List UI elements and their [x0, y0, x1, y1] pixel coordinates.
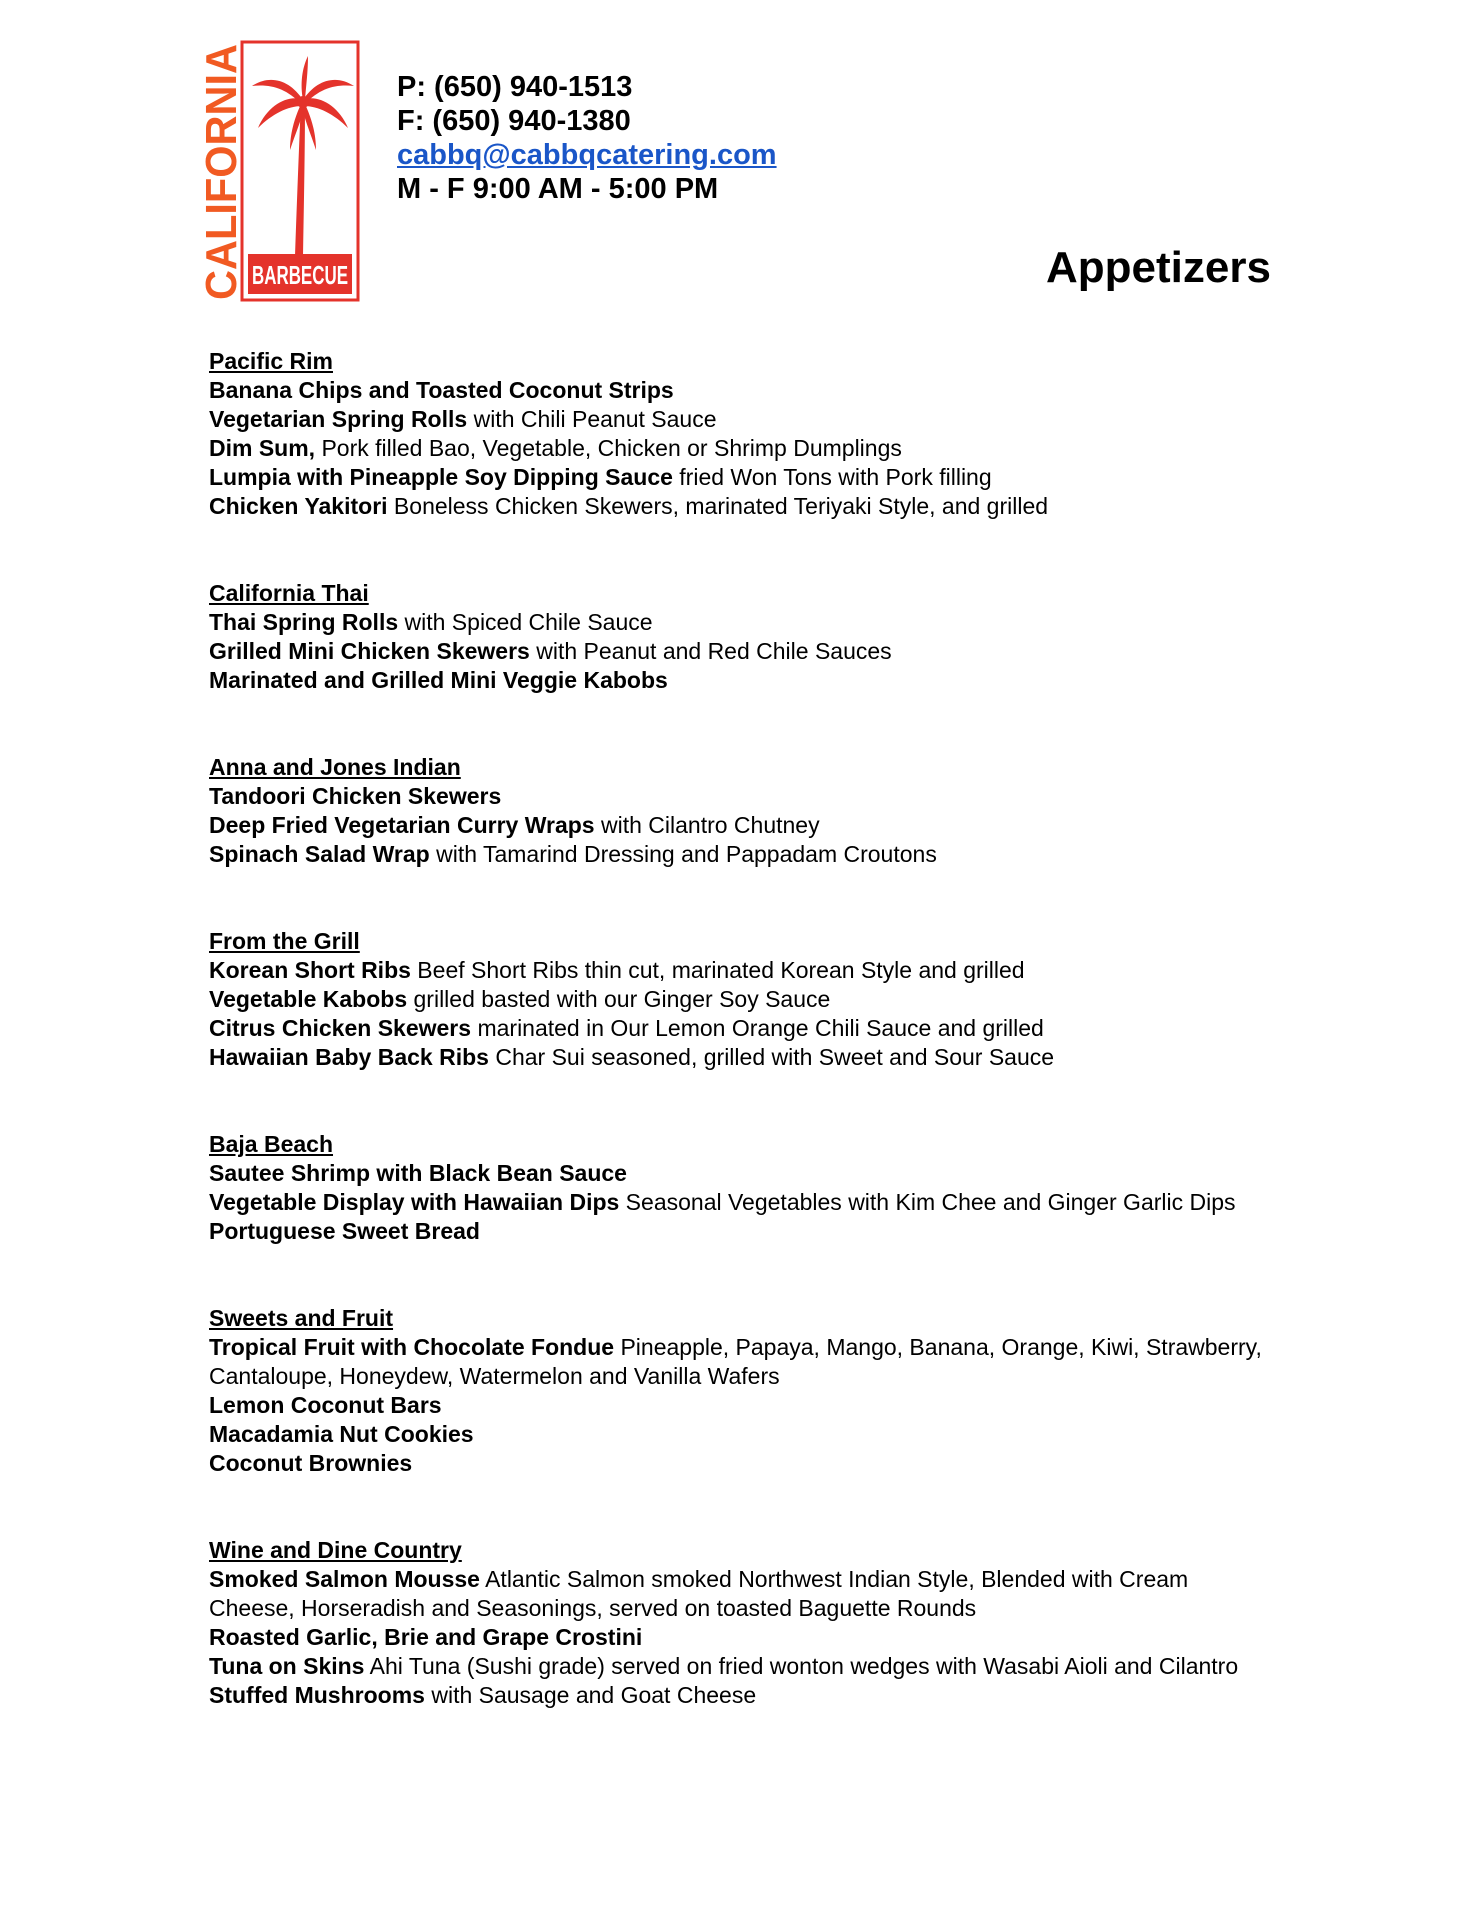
menu-item	[209, 1014, 1269, 1043]
menu-item-name: Spinach Salad Wrap	[209, 841, 430, 867]
email-link[interactable]: cabbq@cabbqcatering.com	[397, 139, 777, 171]
menu-item	[209, 637, 1269, 666]
menu-item-description: with Cilantro Chutney	[594, 812, 820, 838]
menu-list	[209, 347, 1269, 1710]
phone-number: P: (650) 940-1513	[397, 71, 633, 103]
menu-section	[209, 1304, 1269, 1478]
menu-item	[209, 666, 1269, 695]
menu-item-name: Dim Sum,	[209, 435, 316, 461]
menu-item-description: Ahi Tuna (Sushi grade) served on fried wonton wedges with Wasabi Aioli and Cilantro	[364, 1653, 1239, 1679]
menu-section	[209, 579, 1269, 695]
menu-item-name: Hawaiian Baby Back Ribs	[209, 1044, 489, 1070]
menu-item-description: with Peanut and Red Chile Sauces	[529, 638, 892, 664]
menu-item-name: Lumpia with Pineapple Soy Dipping Sauce	[209, 464, 673, 490]
menu-item-name: Tandoori Chicken Skewers	[209, 783, 502, 809]
menu-item-name: Stuffed Mushrooms	[209, 1682, 425, 1708]
menu-item	[209, 1623, 1269, 1652]
section-title: Wine and Dine Country	[209, 1537, 462, 1563]
menu-item-description: Atlantic Salmon smoked Northwest Indian Style, Blended with Cream Cheese, Horseradish and Seasonings, served on toasted Baguette Rounds	[209, 1566, 1189, 1621]
menu-item	[209, 1652, 1269, 1681]
menu-item-name: Coconut Brownies	[209, 1450, 413, 1476]
menu-item	[209, 1681, 1269, 1710]
menu-item	[209, 1043, 1269, 1072]
business-hours: M - F 9:00 AM - 5:00 PM	[397, 173, 719, 205]
menu-item	[209, 434, 1269, 463]
menu-item-name: Grilled Mini Chicken Skewers	[209, 638, 530, 664]
menu-item-name: Lemon Coconut Bars	[209, 1392, 442, 1418]
menu-item-name: Portuguese Sweet Bread	[209, 1218, 480, 1244]
menu-item-description: with Spiced Chile Sauce	[398, 609, 653, 635]
menu-item-description: with Sausage and Goat Cheese	[424, 1682, 757, 1708]
menu-item-name: Roasted Garlic, Brie and Grape Crostini	[209, 1624, 643, 1650]
menu-item-description: Boneless Chicken Skewers, marinated Teriyaki Style, and grilled	[387, 493, 1049, 519]
menu-item-name: Citrus Chicken Skewers	[209, 1015, 472, 1041]
logo-badge-text: BARBECUE	[252, 260, 348, 290]
menu-item-description: Pork filled Bao, Vegetable, Chicken or Shrimp Dumplings	[315, 435, 902, 461]
menu-item-name: Vegetable Display with Hawaiian Dips	[209, 1189, 620, 1215]
section-title: Sweets and Fruit	[209, 1305, 394, 1331]
menu-item-description: Beef Short Ribs thin cut, marinated Korean Style and grilled	[410, 957, 1025, 983]
menu-item-name: Macadamia Nut Cookies	[209, 1421, 474, 1447]
menu-item-name: Thai Spring Rolls	[209, 609, 399, 635]
menu-item	[209, 463, 1269, 492]
menu-item	[209, 1565, 1269, 1623]
menu-item-description: marinated in Our Lemon Orange Chili Sauce and grilled	[471, 1015, 1044, 1041]
section-title: Pacific Rim	[209, 348, 333, 374]
california-barbecue-logo	[197, 28, 362, 306]
menu-item	[209, 492, 1269, 521]
menu-item	[209, 1333, 1269, 1391]
menu-item	[209, 985, 1269, 1014]
contact-block	[397, 70, 777, 206]
menu-item	[209, 376, 1269, 405]
menu-item-name: Tuna on Skins	[209, 1653, 365, 1679]
menu-item-description: Char Sui seasoned, grilled with Sweet and Sour Sauce	[488, 1044, 1055, 1070]
menu-item	[209, 811, 1269, 840]
menu-item-name: Deep Fried Vegetarian Curry Wraps	[209, 812, 595, 838]
logo-vertical-text: CALIFORNIA	[197, 28, 246, 300]
menu-item	[209, 840, 1269, 869]
section-title: California Thai	[209, 580, 369, 606]
menu-item-description: Seasonal Vegetables with Kim Chee and Ginger Garlic Dips	[619, 1189, 1236, 1215]
menu-item	[209, 956, 1269, 985]
menu-item	[209, 1420, 1269, 1449]
menu-item-description: grilled basted with our Ginger Soy Sauce	[407, 986, 831, 1012]
menu-item	[209, 1188, 1269, 1217]
menu-item-name: Smoked Salmon Mousse	[209, 1566, 480, 1592]
menu-item-name: Vegetarian Spring Rolls	[209, 406, 468, 432]
section-title: Baja Beach	[209, 1131, 334, 1157]
menu-item	[209, 1449, 1269, 1478]
menu-section	[209, 1536, 1269, 1710]
menu-item	[209, 1391, 1269, 1420]
menu-item-name: Korean Short Ribs	[209, 957, 411, 983]
menu-section	[209, 927, 1269, 1072]
menu-item-description: Pineapple, Papaya, Mango, Banana, Orange, Kiwi, Strawberry, Cantaloupe, Honeydew, Watermelon and Vanilla Wafers	[209, 1334, 1262, 1389]
menu-item-name: Vegetable Kabobs	[209, 986, 408, 1012]
menu-item	[209, 608, 1269, 637]
menu-item-description: fried Won Tons with Pork filling	[672, 464, 992, 490]
section-title: From the Grill	[209, 928, 360, 954]
menu-item	[209, 1159, 1269, 1188]
menu-item-name: Tropical Fruit with Chocolate Fondue	[209, 1334, 615, 1360]
menu-section	[209, 753, 1269, 869]
menu-item-description: with Chili Peanut Sauce	[467, 406, 717, 432]
page-title: Appetizers	[1046, 243, 1271, 292]
menu-item	[209, 1217, 1269, 1246]
menu-item	[209, 782, 1269, 811]
menu-section	[209, 347, 1269, 521]
menu-item	[209, 405, 1269, 434]
menu-item-name: Sautee Shrimp with Black Bean Sauce	[209, 1160, 627, 1186]
menu-item-name: Marinated and Grilled Mini Veggie Kabobs	[209, 667, 668, 693]
fax-number: F: (650) 940-1380	[397, 105, 631, 137]
section-title: Anna and Jones Indian	[209, 754, 461, 780]
menu-item-description: with Tamarind Dressing and Pappadam Croutons	[429, 841, 937, 867]
menu-section	[209, 1130, 1269, 1246]
menu-item-name: Banana Chips and Toasted Coconut Strips	[209, 377, 674, 403]
menu-item-name: Chicken Yakitori	[209, 493, 388, 519]
